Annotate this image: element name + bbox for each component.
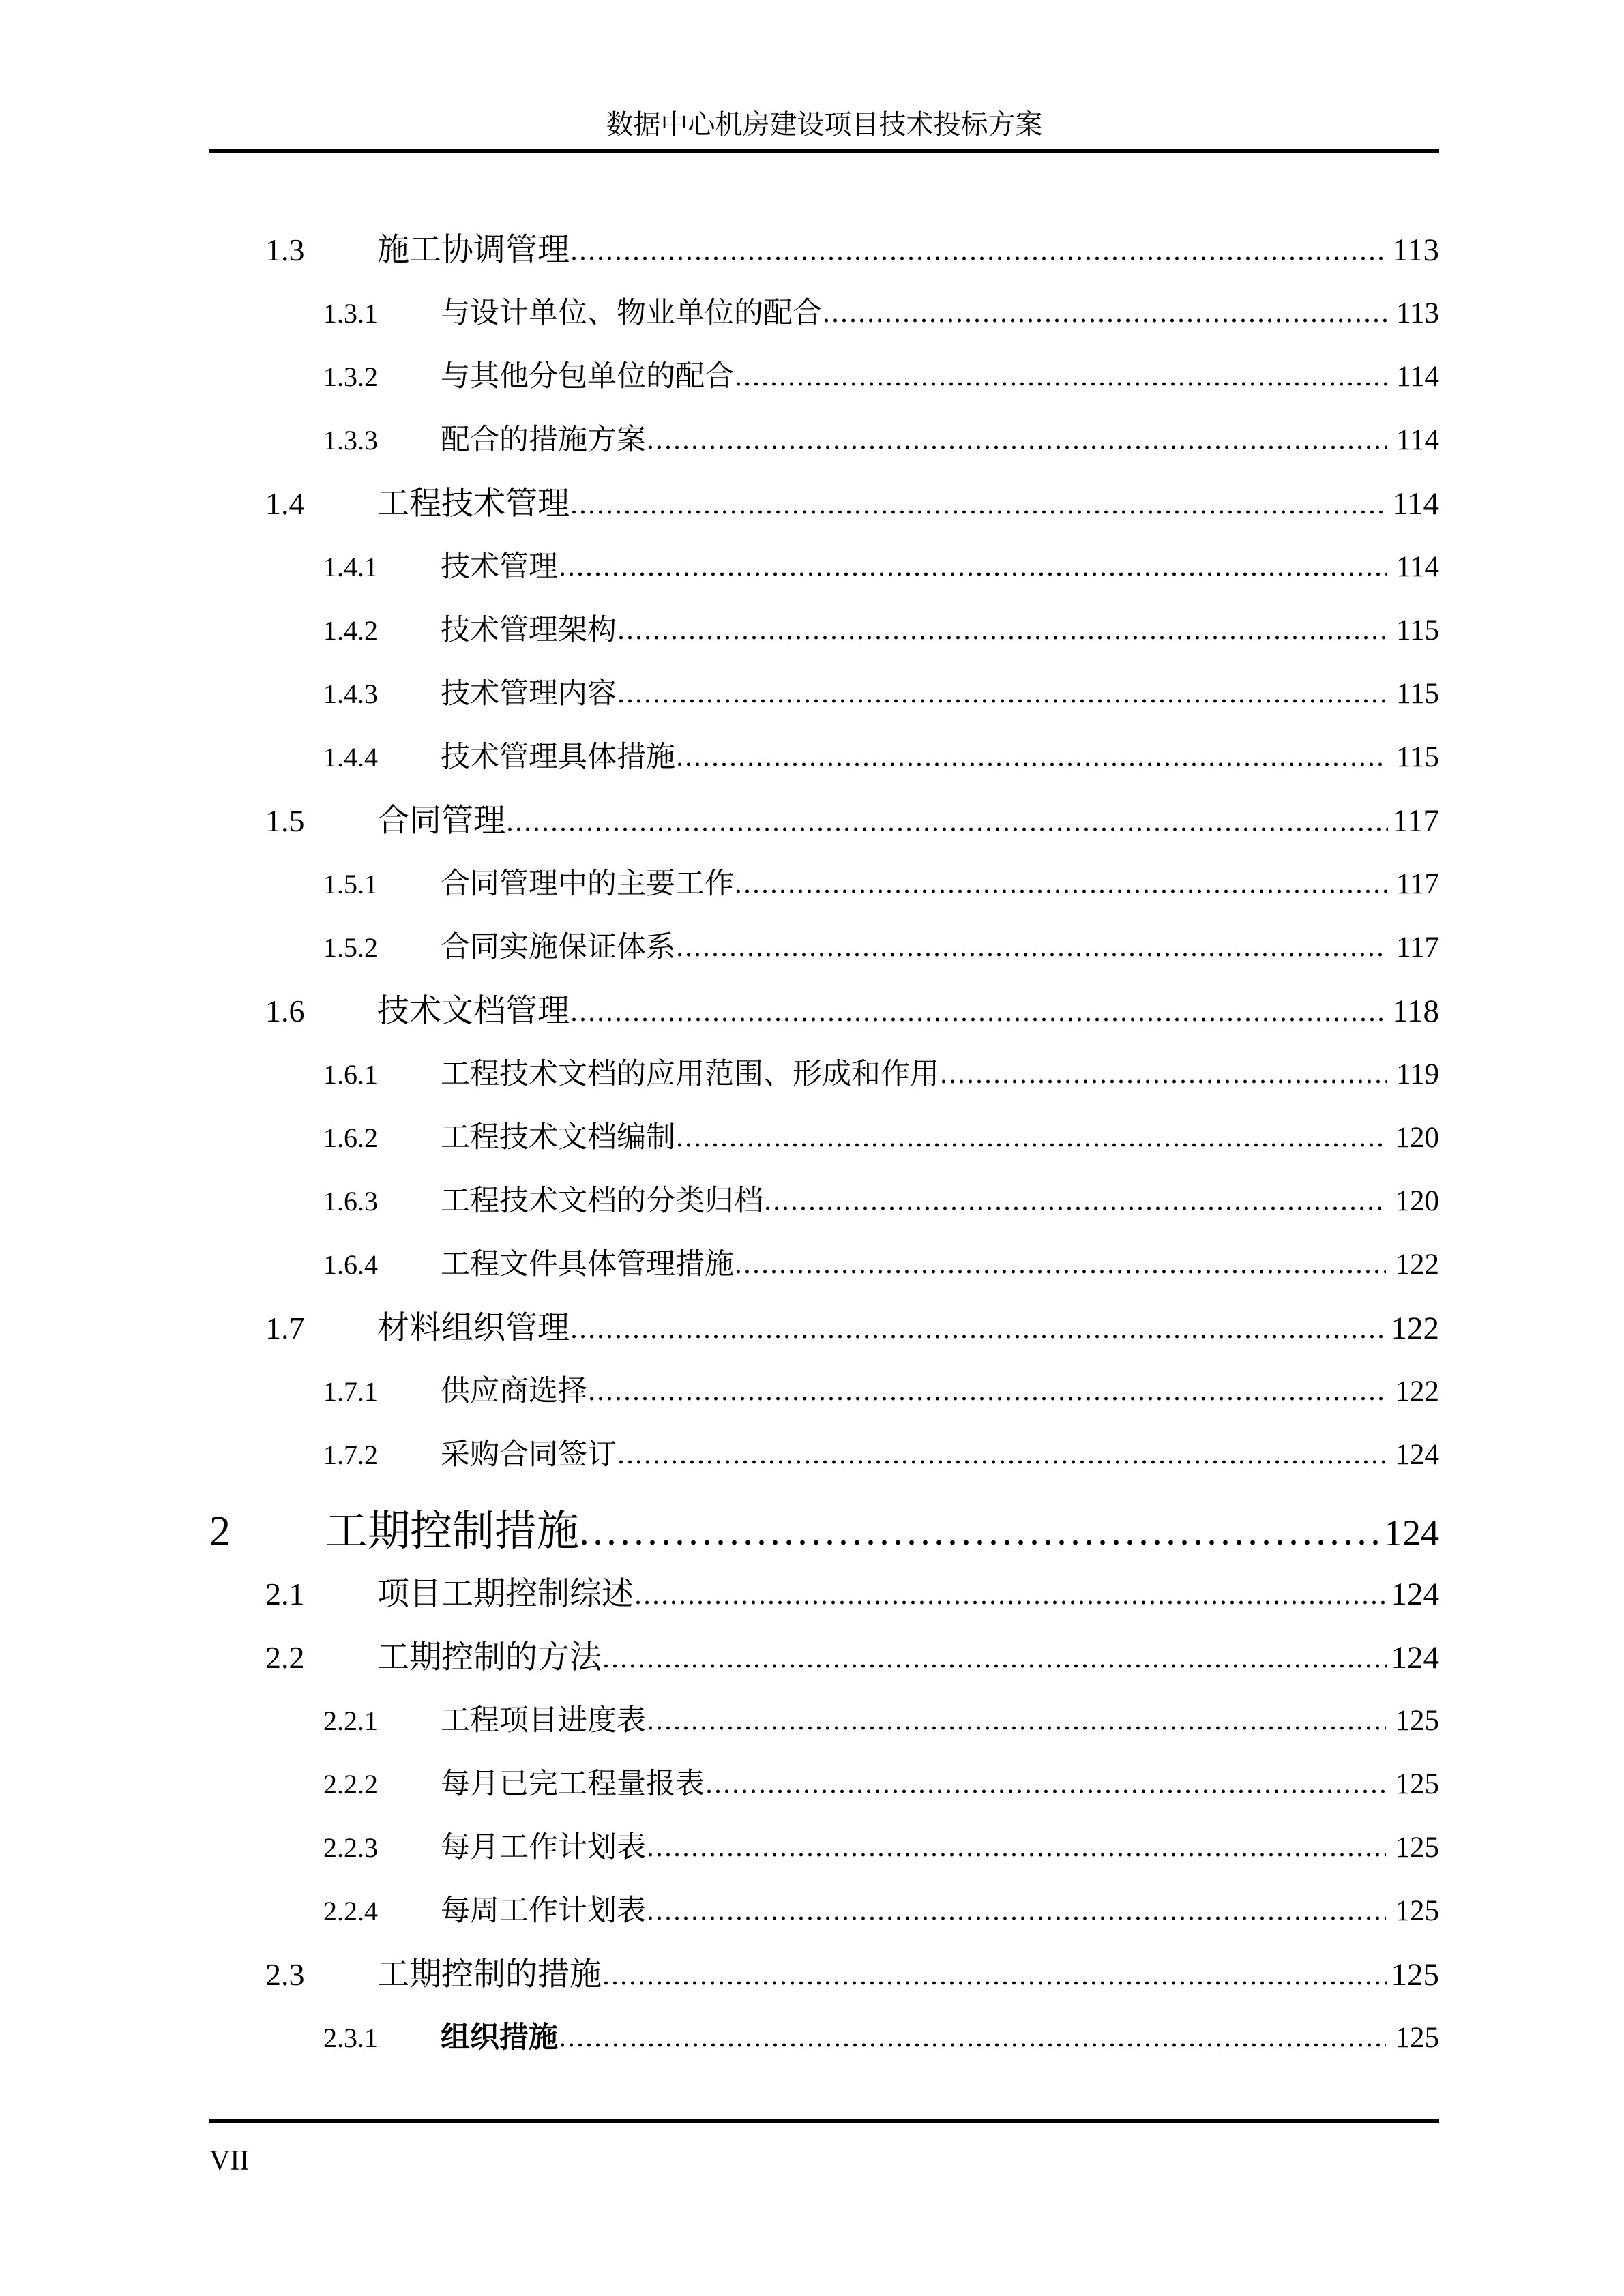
toc-entry-title: 组织措施 — [441, 2021, 558, 2055]
toc-leader-dots — [619, 699, 1387, 703]
toc-entry-title: 合同实施保证体系 — [441, 930, 675, 964]
toc-entry-number: 2 — [209, 1508, 231, 1555]
toc-entry[interactable] — [209, 1499, 1439, 1562]
toc-entry-page-number: 120 — [1395, 1185, 1439, 1217]
toc-entry-page-number: 115 — [1396, 614, 1439, 646]
toc-entry-title: 与其他分包单位的配合 — [441, 359, 734, 393]
toc-entry[interactable] — [209, 1879, 1439, 1943]
toc-entry-number: 2.1 — [265, 1577, 305, 1611]
toc-entry-number: 2.2.2 — [323, 1769, 378, 1800]
toc-entry[interactable] — [209, 1233, 1439, 1296]
toc-leader-dots — [649, 445, 1387, 449]
toc-entry-number: 1.7.2 — [323, 1440, 378, 1470]
toc-entry[interactable] — [209, 852, 1439, 916]
toc-entry[interactable] — [209, 2006, 1439, 2070]
toc-entry[interactable] — [209, 789, 1439, 852]
toc-entry[interactable] — [209, 726, 1439, 789]
toc-entry-page-number: 125 — [1395, 1895, 1439, 1927]
toc-entry[interactable] — [209, 599, 1439, 662]
toc-entry-title: 技术文档管理 — [377, 992, 570, 1030]
toc-entry[interactable] — [209, 979, 1439, 1043]
toc-entry[interactable] — [209, 1106, 1439, 1169]
toc-entry[interactable] — [209, 535, 1439, 599]
toc-entry-page-number: 119 — [1396, 1058, 1439, 1090]
toc-leader-dots — [766, 1206, 1386, 1210]
toc-leader-dots — [619, 1460, 1386, 1464]
toc-entry-number: 1.3.3 — [323, 425, 378, 456]
toc-entry-title: 项目工期控制综述 — [377, 1575, 634, 1613]
toc-entry-page-number: 117 — [1396, 868, 1439, 900]
toc-entry-number: 1.6.3 — [323, 1186, 378, 1217]
toc-leader-dots — [636, 1600, 1387, 1605]
footer-divider-line — [209, 2119, 1439, 2123]
toc-leader-dots — [561, 572, 1387, 576]
toc-entry-page-number: 118 — [1392, 994, 1439, 1029]
toc-entry-number: 1.4.1 — [323, 552, 378, 582]
toc-entry-number: 2.3 — [265, 1957, 305, 1992]
toc-entry-title: 配合的措施方案 — [441, 423, 646, 457]
toc-entry-number: 1.4.3 — [323, 679, 378, 709]
toc-leader-dots — [825, 318, 1387, 323]
toc-entry-page-number: 124 — [1384, 1512, 1439, 1553]
toc-entry[interactable] — [209, 1689, 1439, 1753]
toc-entry-page-number: 115 — [1396, 678, 1439, 710]
toc-entry-number: 1.7.1 — [323, 1376, 378, 1407]
toc-leader-dots — [678, 762, 1387, 766]
toc-entry-number: 1.6.4 — [323, 1249, 378, 1280]
toc-entry-number: 2.2.4 — [323, 1896, 378, 1926]
toc-leader-dots — [737, 889, 1387, 893]
toc-entry-title: 技术管理具体措施 — [441, 740, 675, 774]
toc-leader-dots — [737, 1270, 1386, 1274]
toc-entry-title: 合同管理中的主要工作 — [441, 867, 734, 901]
toc-leader-dots — [678, 1143, 1386, 1147]
toc-leader-dots — [572, 510, 1388, 514]
toc-entry-title: 每月已完工程量报表 — [441, 1767, 705, 1801]
toc-entry[interactable] — [209, 1423, 1439, 1487]
toc-entry-title: 合同管理 — [377, 802, 505, 839]
toc-entry-number: 1.5 — [265, 803, 305, 838]
toc-leader-dots — [678, 953, 1387, 957]
toc-leader-dots — [604, 1664, 1387, 1668]
toc-leader-dots — [604, 1981, 1387, 1985]
toc-entry[interactable] — [209, 1562, 1439, 1626]
toc-entry[interactable] — [209, 916, 1439, 979]
toc-entry-page-number: 124 — [1395, 1439, 1439, 1471]
toc-entry-page-number: 122 — [1395, 1375, 1439, 1407]
toc-entry-title: 每月工作计划表 — [441, 1830, 646, 1864]
toc-entry[interactable] — [209, 1626, 1439, 1689]
toc-entry-number: 1.6.1 — [323, 1059, 378, 1090]
toc-entry-number: 1.5.2 — [323, 932, 378, 963]
toc-entry-page-number: 114 — [1396, 361, 1439, 393]
toc-entry-page-number: 122 — [1391, 1311, 1439, 1346]
toc-entry[interactable] — [209, 408, 1439, 472]
toc-entry[interactable] — [209, 1816, 1439, 1879]
toc-entry-number: 2.3.1 — [323, 2023, 378, 2053]
toc-entry-page-number: 113 — [1392, 233, 1439, 268]
toc-leader-dots — [508, 827, 1388, 831]
toc-entry[interactable] — [209, 218, 1439, 282]
toc-entry-title: 与设计单位、物业单位的配合 — [441, 296, 822, 330]
toc-entry[interactable] — [209, 282, 1439, 345]
toc-entry-page-number: 114 — [1396, 551, 1439, 583]
toc-entry-title: 工程技术文档的分类归档 — [441, 1184, 763, 1218]
toc-entry[interactable] — [209, 1043, 1439, 1106]
toc-entry-title: 材料组织管理 — [377, 1309, 570, 1347]
toc-entry[interactable] — [209, 1360, 1439, 1423]
toc-entry-number: 1.3.1 — [323, 298, 378, 329]
toc-entry-page-number: 113 — [1396, 297, 1439, 329]
toc-leader-dots — [737, 382, 1387, 386]
toc-entry-page-number: 122 — [1395, 1249, 1439, 1281]
toc-entry[interactable] — [209, 1296, 1439, 1360]
toc-entry-title: 供应商选择 — [441, 1374, 587, 1408]
toc-entry-number: 1.6.2 — [323, 1122, 378, 1153]
toc-entry-title: 工程技术文档编制 — [441, 1120, 675, 1154]
toc-entry-page-number: 125 — [1391, 1957, 1439, 1993]
toc-entry[interactable] — [209, 662, 1439, 726]
toc-leader-dots — [590, 1397, 1386, 1401]
toc-entry-number: 1.4 — [265, 486, 305, 521]
toc-entry[interactable] — [209, 1169, 1439, 1233]
toc-entry-page-number: 124 — [1391, 1640, 1439, 1675]
toc-entry-page-number: 125 — [1395, 1832, 1439, 1864]
toc-entry-title: 每周工作计划表 — [441, 1894, 646, 1928]
document-header-title: 数据中心机房建设项目技术投标方案 — [606, 109, 1043, 140]
toc-entry-number: 2.2 — [265, 1640, 305, 1675]
toc-entry-title: 工程项目进度表 — [441, 1703, 646, 1738]
toc-entry-page-number: 114 — [1392, 486, 1439, 522]
toc-leader-dots — [942, 1079, 1387, 1084]
toc-leader-dots — [649, 1916, 1386, 1920]
toc-entry-title: 采购合同签订 — [441, 1437, 617, 1472]
toc-leader-dots — [561, 2043, 1386, 2047]
toc-entry[interactable] — [209, 345, 1439, 408]
toc-leader-dots — [649, 1853, 1386, 1857]
toc-entry[interactable] — [209, 472, 1439, 535]
toc-entry-number: 1.3 — [265, 233, 305, 267]
toc-entry-number: 1.3.2 — [323, 361, 378, 392]
toc-entry-title: 工期控制措施 — [325, 1506, 580, 1555]
toc-entry-number: 1.5.1 — [323, 869, 378, 899]
toc-entry-page-number: 117 — [1396, 931, 1439, 964]
toc-entry-number: 2.2.1 — [323, 1705, 378, 1736]
toc-entry-page-number: 120 — [1395, 1122, 1439, 1154]
toc-leader-dots — [582, 1540, 1378, 1545]
table-of-contents — [209, 218, 1439, 2070]
toc-entry-page-number: 124 — [1391, 1577, 1439, 1612]
toc-leader-dots — [619, 636, 1387, 640]
toc-entry-title: 工程文件具体管理措施 — [441, 1247, 734, 1281]
toc-entry-page-number: 115 — [1396, 741, 1439, 773]
toc-leader-dots — [572, 256, 1388, 260]
toc-entry-number: 1.4.2 — [323, 615, 378, 646]
toc-entry[interactable] — [209, 1943, 1439, 2006]
toc-entry-page-number: 114 — [1396, 424, 1439, 456]
footer-page-number: VII — [209, 2145, 250, 2177]
header-divider-line — [209, 149, 1439, 153]
toc-entry[interactable] — [209, 1753, 1439, 1816]
toc-entry-title: 施工协调管理 — [377, 231, 570, 269]
toc-entry-number: 1.6 — [265, 994, 305, 1028]
toc-entry-title: 工程技术管理 — [377, 485, 570, 522]
toc-entry-page-number: 125 — [1395, 1705, 1439, 1737]
toc-entry-title: 工期控制的措施 — [377, 1956, 602, 1993]
toc-leader-dots — [572, 1017, 1388, 1022]
toc-entry-number: 2.2.3 — [323, 1832, 378, 1863]
toc-leader-dots — [572, 1335, 1387, 1339]
toc-entry-title: 技术管理内容 — [441, 676, 617, 711]
toc-entry-page-number: 125 — [1395, 1768, 1439, 1800]
toc-entry-page-number: 125 — [1395, 2022, 1439, 2054]
toc-entry-number: 1.4.4 — [323, 742, 378, 773]
toc-entry-title: 工期控制的方法 — [377, 1639, 602, 1676]
toc-leader-dots — [649, 1726, 1386, 1730]
toc-entry-title: 技术管理架构 — [441, 613, 617, 647]
toc-entry-page-number: 117 — [1392, 803, 1439, 839]
toc-entry-number: 1.7 — [265, 1311, 305, 1345]
toc-entry-title: 技术管理 — [441, 550, 558, 584]
toc-entry-title: 工程技术文档的应用范围、形成和作用 — [441, 1057, 939, 1091]
toc-leader-dots — [707, 1789, 1386, 1793]
